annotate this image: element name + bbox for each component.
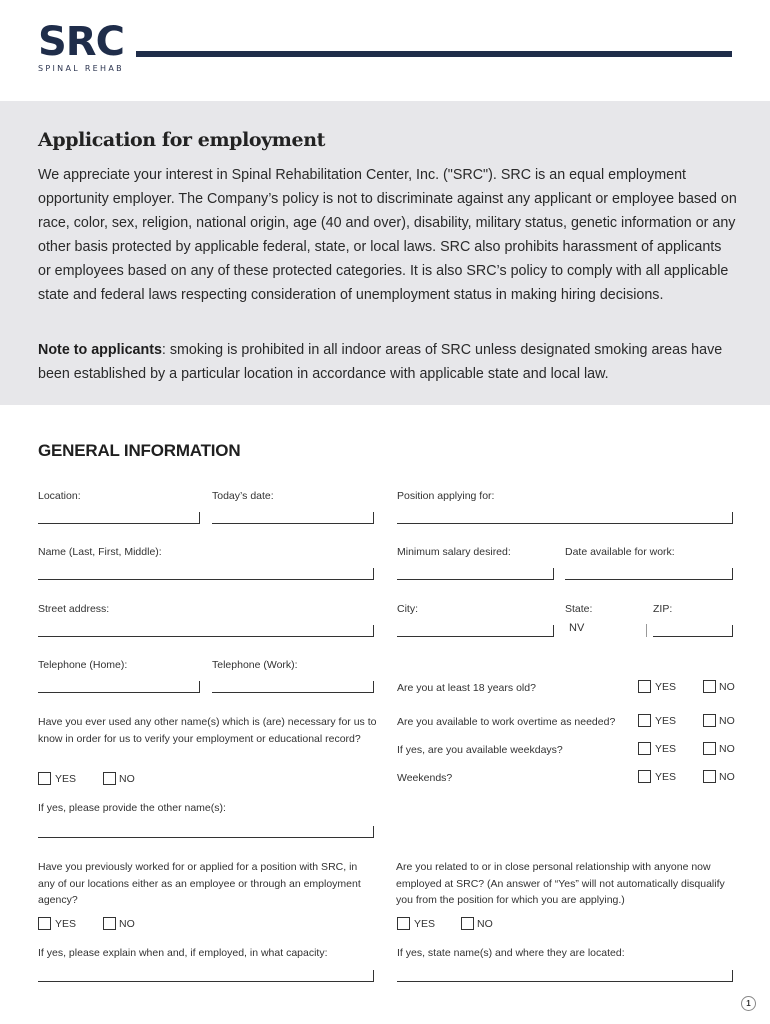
age-yes-checkbox[interactable] bbox=[638, 680, 651, 693]
related-no-checkbox[interactable] bbox=[461, 917, 474, 930]
other-names-yes-label: YES bbox=[55, 773, 77, 785]
prev-worked-yes-label: YES bbox=[55, 918, 77, 930]
weekdays-no-checkbox[interactable] bbox=[703, 742, 716, 755]
street-label: Street address: bbox=[38, 603, 110, 615]
prev-worked-no-checkbox[interactable] bbox=[103, 917, 116, 930]
weekdays-yes-label: YES bbox=[655, 743, 677, 755]
age-no-checkbox[interactable] bbox=[703, 680, 716, 693]
prev-worked-question: Have you previously worked for or applied for a position with SRC, in any of our locations either as an employee or through an employment agency? bbox=[38, 861, 361, 906]
header-rule bbox=[136, 51, 732, 57]
weekends-yes-checkbox[interactable] bbox=[638, 770, 651, 783]
date-available-label: Date available for work: bbox=[565, 546, 675, 558]
weekends-no-checkbox[interactable] bbox=[703, 770, 716, 783]
note-label: Note to applicants bbox=[38, 342, 162, 358]
overtime-no-label: NO bbox=[719, 715, 735, 727]
other-names-input[interactable] bbox=[38, 826, 374, 838]
other-names-no-label: NO bbox=[119, 773, 135, 785]
note-text: : smoking is prohibited in all indoor areas of SRC unless designated smoking areas have been established by a particular location in accordance with applicable state and local law. bbox=[38, 342, 723, 382]
weekends-question: Weekends? bbox=[397, 772, 453, 784]
weekdays-yes-checkbox[interactable] bbox=[638, 742, 651, 755]
intro-panel bbox=[0, 101, 770, 405]
other-names-question: Have you ever used any other name(s) which is (are) necessary for us to know in order for us to verify your employment or educational record? bbox=[38, 716, 377, 745]
location-input[interactable] bbox=[38, 512, 200, 524]
page-title: Application for employment bbox=[38, 129, 325, 151]
logo-letters: SRC bbox=[38, 19, 124, 65]
todays-date-label: Today’s date: bbox=[212, 490, 274, 502]
logo-subtitle: SPINAL REHAB bbox=[38, 64, 124, 73]
overtime-yes-label: YES bbox=[655, 715, 677, 727]
overtime-question: Are you available to work overtime as needed? bbox=[397, 716, 616, 728]
tel-work-input[interactable] bbox=[212, 681, 374, 693]
overtime-no-checkbox[interactable] bbox=[703, 714, 716, 727]
weekends-no-label: NO bbox=[719, 771, 735, 783]
prev-worked-yes-checkbox[interactable] bbox=[38, 917, 51, 930]
state-value[interactable]: NV bbox=[569, 622, 585, 634]
name-input[interactable] bbox=[38, 568, 374, 580]
prev-worked-input[interactable] bbox=[38, 970, 374, 982]
tel-work-label: Telephone (Work): bbox=[212, 659, 298, 671]
other-names-no-checkbox[interactable] bbox=[103, 772, 116, 785]
prev-worked-followup: If yes, please explain when and, if employed, in what capacity: bbox=[38, 947, 328, 959]
position-label: Position applying for: bbox=[397, 490, 495, 502]
street-input[interactable] bbox=[38, 625, 374, 637]
location-label: Location: bbox=[38, 490, 81, 502]
other-names-followup: If yes, please provide the other name(s): bbox=[38, 802, 226, 814]
prev-worked-no-label: NO bbox=[119, 918, 135, 930]
age-no-label: NO bbox=[719, 681, 735, 693]
tel-home-input[interactable] bbox=[38, 681, 200, 693]
related-followup: If yes, state name(s) and where they are located: bbox=[397, 947, 625, 959]
zip-label: ZIP: bbox=[653, 603, 673, 615]
other-names-yes-checkbox[interactable] bbox=[38, 772, 51, 785]
page-header bbox=[0, 0, 770, 100]
todays-date-input[interactable] bbox=[212, 512, 374, 524]
related-question: Are you related to or in close personal relationship with anyone now employed at SRC? (An answer of “Yes” will not automatically disqualify you from the position for which you are applying.) bbox=[396, 861, 725, 906]
page-number: 1 bbox=[741, 996, 756, 1011]
related-yes-checkbox[interactable] bbox=[397, 917, 410, 930]
tel-home-label: Telephone (Home): bbox=[38, 659, 128, 671]
weekdays-no-label: NO bbox=[719, 743, 735, 755]
age-yes-label: YES bbox=[655, 681, 677, 693]
weekdays-question: If yes, are you available weekdays? bbox=[397, 744, 563, 756]
smoking-note bbox=[38, 338, 738, 386]
state-zip-divider bbox=[646, 624, 647, 637]
section-title: GENERAL INFORMATION bbox=[38, 441, 241, 460]
age-question: Are you at least 18 years old? bbox=[397, 682, 536, 694]
min-salary-input[interactable] bbox=[397, 568, 554, 580]
city-label: City: bbox=[397, 603, 418, 615]
related-yes-label: YES bbox=[414, 918, 436, 930]
eeo-statement: We appreciate your interest in Spinal Rehabilitation Center, Inc. ("SRC"). SRC is an equal employment opportunity employer. The Company’s policy is not to discriminate against any applicant or employee based on race, color, sex, religion, national origin, age (40 and over), disability, military status, genetic information or any other basis protected by applicable federal, state, or local laws. SRC also prohibits harassment of applicants or employees based on any of these protected categories. It is also SRC’s policy to comply with all applicable state and federal laws respecting consideration of unemployment status in making hiring decisions. bbox=[38, 167, 737, 303]
min-salary-label: Minimum salary desired: bbox=[397, 546, 511, 558]
state-label: State: bbox=[565, 603, 593, 615]
position-input[interactable] bbox=[397, 512, 733, 524]
zip-input[interactable] bbox=[653, 625, 733, 637]
date-available-input[interactable] bbox=[565, 568, 733, 580]
overtime-yes-checkbox[interactable] bbox=[638, 714, 651, 727]
city-input[interactable] bbox=[397, 625, 554, 637]
related-no-label: NO bbox=[477, 918, 493, 930]
name-label: Name (Last, First, Middle): bbox=[38, 546, 162, 558]
weekends-yes-label: YES bbox=[655, 771, 677, 783]
src-logo bbox=[38, 19, 130, 73]
related-input[interactable] bbox=[397, 970, 733, 982]
